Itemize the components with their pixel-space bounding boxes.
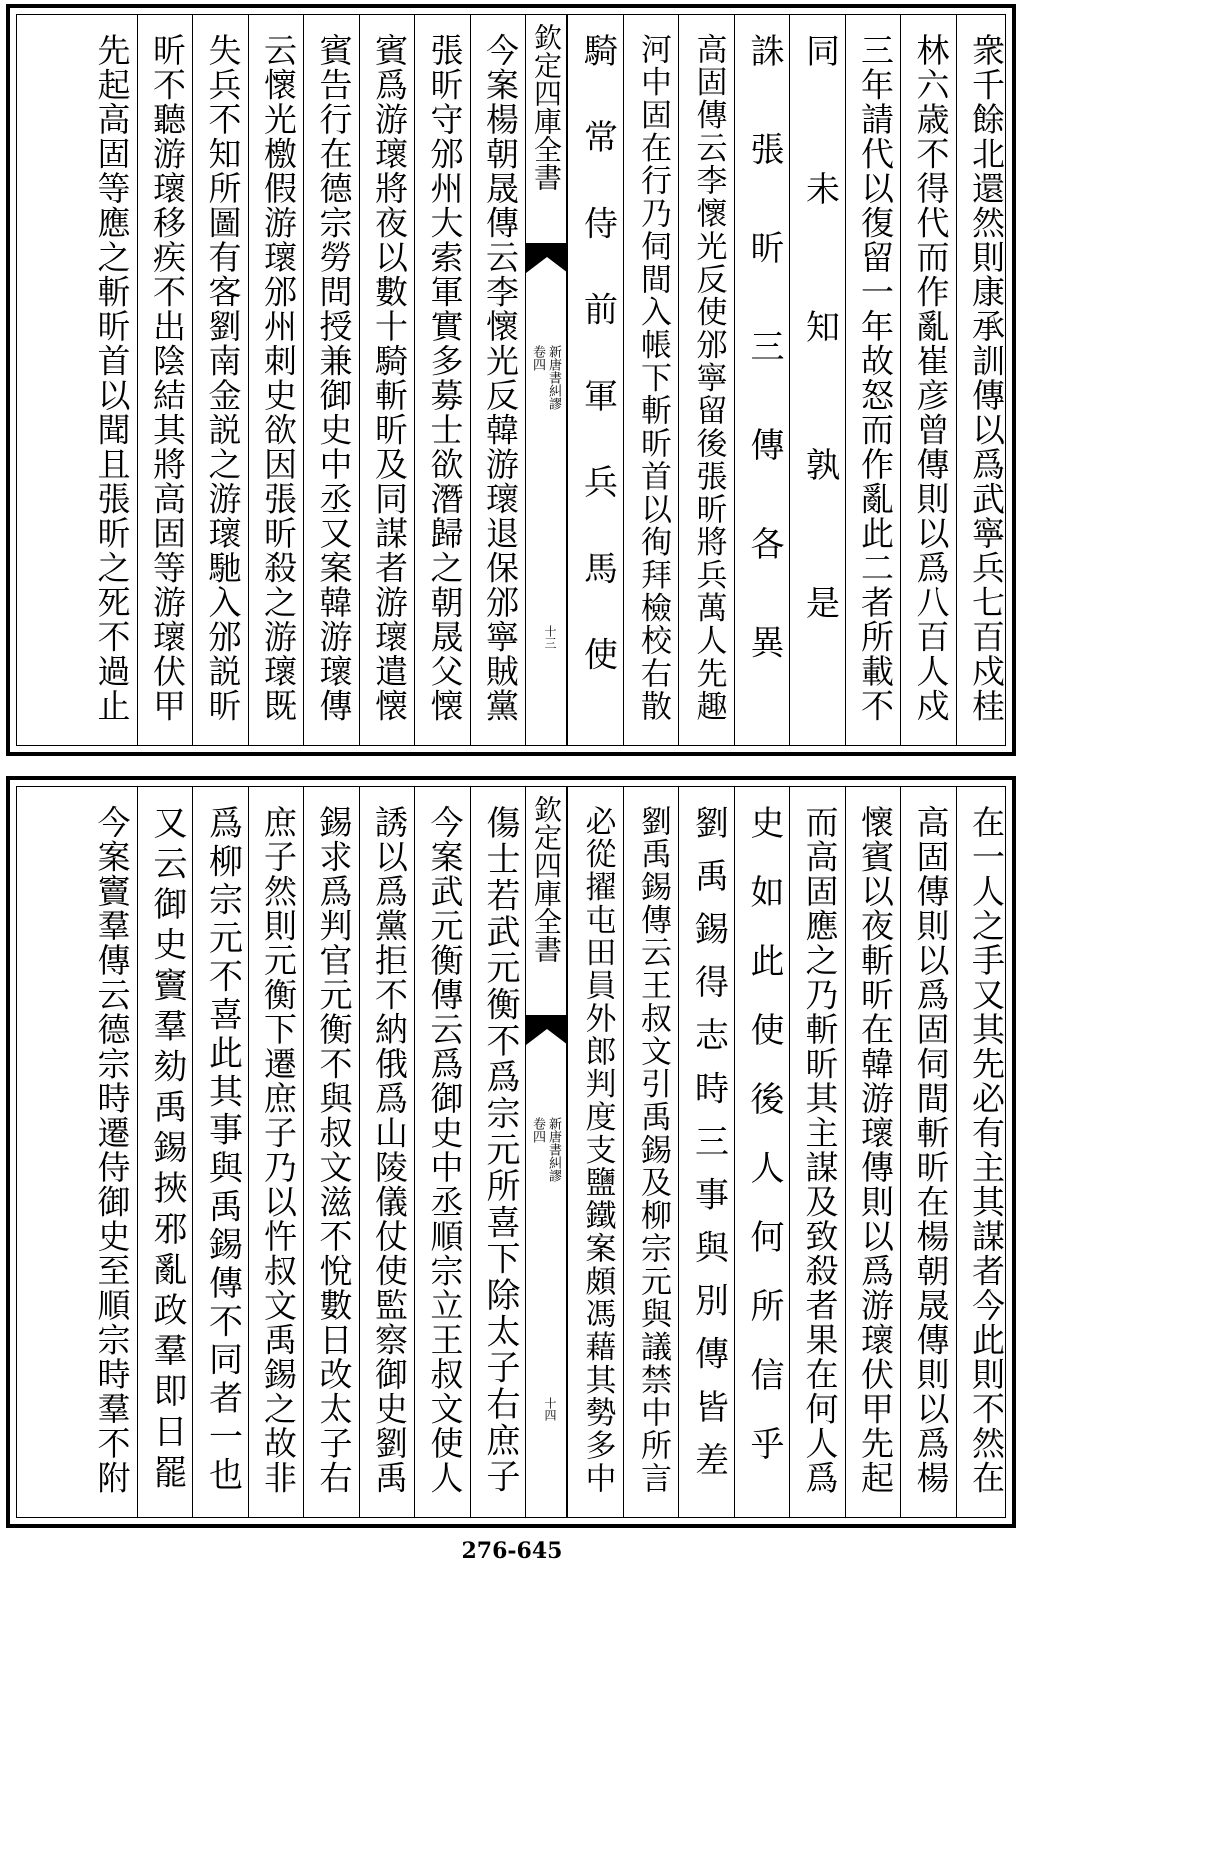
column-text: 先起高固等應之斬昕首以聞且張昕之死不過止: [92, 33, 132, 723]
text-column: [956, 15, 1012, 745]
column-text: 衆千餘北還然則康承訓傳以爲武寧兵七百戍桂: [967, 33, 1006, 723]
text-column: [789, 787, 845, 1517]
center-page-mark: 十三: [543, 625, 557, 649]
text-column: [734, 15, 790, 745]
column-text: 劉禹錫傳云王叔文引禹錫及柳宗元與議禁中所言: [635, 805, 671, 1495]
text-column: [789, 15, 845, 745]
text-column: [81, 15, 137, 745]
text-column: [192, 15, 248, 745]
column-text: 林六歳不得代而作亂崔彦曾傳則以爲八百人戍: [911, 33, 951, 723]
text-column: [248, 787, 304, 1517]
column-text: 今案武元衡傳云爲御史中丞順宗立王叔文使人: [425, 805, 465, 1495]
column-text: 在一人之手又其先必有主其謀者今此則不然在: [967, 805, 1006, 1495]
column-text: 三年請代以復留一年故怒而作亂此二者所載不: [856, 33, 895, 723]
column-text: 云懷光檄假游瓌邠州刺史欲因張昕殺之游瓌既: [259, 33, 298, 723]
column-text: 賓爲游瓌將夜以數十騎斬昕及同謀者游瓌遣懐: [370, 33, 409, 723]
text-column: [678, 15, 734, 745]
text-column: [678, 787, 734, 1517]
column-text: 高固傳則以爲固伺間斬昕在楊朝晟傳則以爲楊: [911, 805, 951, 1495]
top-page-frame: [16, 14, 1006, 746]
center-book-title: 欽定四庫全書: [530, 795, 563, 963]
text-column: [623, 787, 679, 1517]
center-volume-label: 卷四: [530, 1117, 545, 1143]
fishtail-mark-icon: [526, 1015, 568, 1055]
column-text: 高固傳云李懷光反使邠寧留後張昕將兵萬人先趣: [690, 33, 727, 723]
center-page-mark: 十四: [543, 1397, 557, 1421]
text-column: [470, 787, 526, 1517]
column-text: 今案楊朝晟傳云李懷光反韓游瓌退保邠寧賊黨: [481, 33, 520, 723]
top-page: [6, 4, 1016, 756]
text-column: [303, 15, 359, 745]
column-text: 誅張昕三傳各異: [744, 33, 784, 723]
text-column: [845, 787, 901, 1517]
text-column: [359, 15, 415, 745]
column-text: 傷士若武元衡不爲宗元所喜下除太子右庶子: [480, 805, 520, 1495]
text-column: [414, 15, 470, 745]
text-column: [414, 787, 470, 1517]
column-text: 必從擢屯田員外郎判度支鹽鐵案頗馮藉其勢多中: [579, 805, 616, 1495]
column-text: 河中固在行乃伺間入帳下斬昕首以徇拜檢校右散: [635, 33, 671, 723]
text-column: [81, 787, 137, 1517]
column-text: 今案竇羣傳云德宗時遷侍御史至順宗時羣不附: [92, 805, 132, 1495]
fishtail-mark-icon: [526, 243, 568, 283]
column-text: 誘以爲黨拒不納俄爲山陵儀仗使監察御史劉禹: [370, 805, 409, 1495]
text-column: [137, 15, 193, 745]
text-column: [192, 787, 248, 1517]
center-book-title: 欽定四庫全書: [530, 23, 563, 191]
column-text: 昕不聽游瓌移疾不出陰結其將高固等游瓌伏甲: [148, 33, 187, 723]
text-column: [845, 15, 901, 745]
center-fold-column: [525, 787, 567, 1517]
text-column: [567, 15, 623, 745]
text-column: [567, 787, 623, 1517]
column-text: 庶子然則元衡下遷庶子乃以忤叔文禹錫之故非: [259, 805, 298, 1495]
column-text: 賓告行在德宗勞問授兼御史中丞又案韓游瓌傳: [314, 33, 354, 723]
text-column: [956, 787, 1012, 1517]
bottom-page-frame: [16, 786, 1006, 1518]
text-column: [734, 787, 790, 1517]
text-column: [900, 787, 956, 1517]
center-volume-label: 卷四: [530, 345, 545, 371]
column-text: 張昕守邠州大索軍實多募士欲潛歸之朝晟父懐: [425, 33, 465, 723]
text-column: [359, 787, 415, 1517]
page-footer-number: 276-645: [461, 1538, 563, 1564]
column-text: 失兵不知所圖有客劉南金説之游瓌馳入邠説昕: [203, 33, 243, 723]
text-column: [248, 15, 304, 745]
column-text: 同未知孰是: [799, 33, 840, 723]
column-text: 懷賓以夜斬昕在韓游瓌傳則以爲游瓌伏甲先起: [856, 805, 895, 1495]
center-book-subtitle: 新唐書糾謬: [546, 1117, 561, 1182]
column-text: 又云御史竇羣劾禹錫挾邪亂政羣即日罷: [147, 805, 187, 1495]
column-text: 劉禹錫得志時三事與別傳皆差: [688, 805, 729, 1495]
text-column: [623, 15, 679, 745]
column-text: 錫求爲判官元衡不與叔文滋不悅數日改太子右: [314, 805, 354, 1495]
center-fold-column: [525, 15, 567, 745]
column-text: 騎常侍前軍兵馬使: [577, 33, 618, 723]
column-text: 史如此使後人何所信乎: [744, 805, 784, 1495]
text-column: [470, 15, 526, 745]
text-column: [137, 787, 193, 1517]
text-column: [303, 787, 359, 1517]
bottom-page: [6, 776, 1016, 1528]
column-text: 爲柳宗元不喜此其事與禹錫傳不同者一也: [202, 805, 243, 1495]
center-book-subtitle: 新唐書糾謬: [546, 345, 561, 410]
text-column: [900, 15, 956, 745]
column-text: 而高固應之乃斬昕其主謀及致殺者果在何人爲: [800, 805, 840, 1495]
